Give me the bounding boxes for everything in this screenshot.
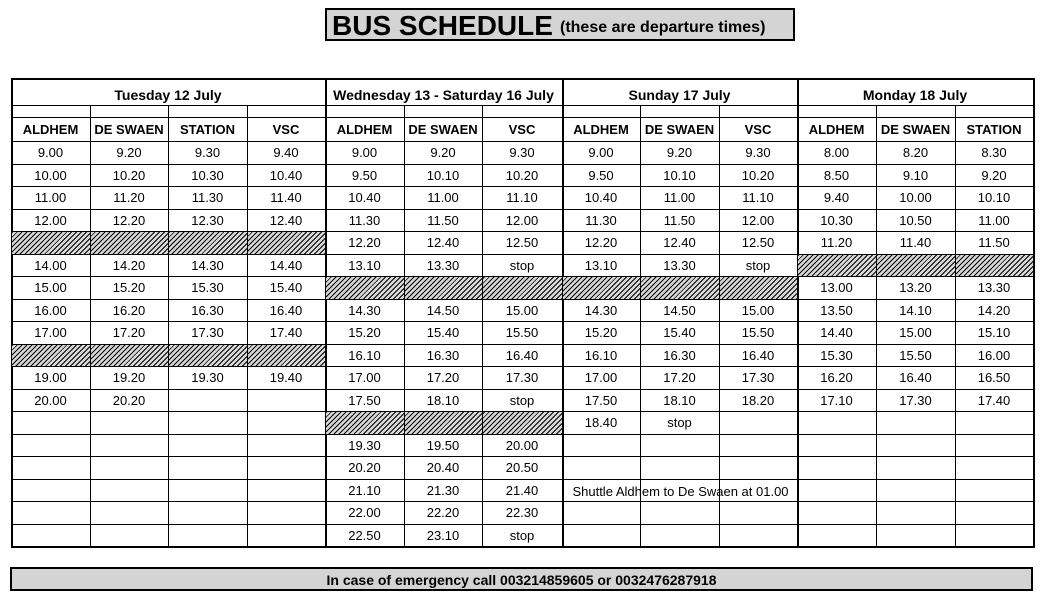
page-subtitle: (these are departure times) [560, 19, 766, 36]
grid-line [11, 389, 326, 390]
grid-line [797, 479, 1034, 480]
time-cell: 15.00 [741, 303, 775, 318]
time-cell: 9.20 [981, 168, 1007, 183]
time-cell: 20.20 [348, 460, 381, 475]
time-cell: 14.00 [34, 258, 67, 273]
column-header: ALDHEM [22, 122, 79, 137]
time-cell: 11.30 [191, 190, 224, 205]
grid-line [325, 164, 563, 165]
time-cell: 15.40 [426, 325, 460, 340]
time-cell: 17.00 [348, 370, 381, 385]
grid-line [11, 524, 326, 525]
column-header: VSC [508, 122, 536, 137]
time-cell: 19.20 [112, 370, 146, 385]
time-cell: 21.30 [426, 483, 460, 498]
time-cell: 10.40 [348, 190, 381, 205]
time-cell: 16.50 [977, 370, 1011, 385]
time-cell: stop [667, 415, 692, 430]
day-header: Sunday 17 July [628, 87, 731, 103]
time-cell: 12.00 [34, 213, 67, 228]
grid-line [797, 456, 1034, 457]
time-cell: 18.10 [426, 393, 460, 408]
time-cell: 14.40 [269, 258, 303, 273]
time-cell: 10.20 [112, 168, 146, 183]
time-cell: 15.10 [977, 325, 1011, 340]
time-cell: 17.00 [584, 370, 618, 385]
time-cell: 16.20 [820, 370, 853, 385]
time-cell: 10.40 [269, 168, 303, 183]
grid-line [325, 209, 563, 210]
page-title: BUS SCHEDULE [332, 10, 553, 41]
break-hatch [169, 232, 247, 254]
time-cell: stop [509, 528, 535, 543]
time-cell: stop [509, 258, 535, 273]
time-cell: 9.30 [194, 145, 221, 160]
break-hatch [405, 277, 482, 299]
time-cell: 13.30 [663, 258, 696, 273]
time-cell: 11.10 [742, 190, 774, 205]
time-cell: 9.30 [745, 145, 771, 160]
grid-line [797, 411, 1034, 412]
time-cell: 13.10 [348, 258, 381, 273]
time-cell: 15.00 [34, 280, 67, 295]
grid-line [11, 78, 1034, 80]
time-cell: 9.00 [37, 145, 64, 160]
time-cell: 10.20 [505, 168, 539, 183]
break-hatch [798, 255, 876, 277]
time-cell: 16.40 [505, 348, 539, 363]
time-cell: 14.20 [977, 303, 1011, 318]
time-cell: 9.40 [273, 145, 299, 160]
grid-line [797, 321, 1034, 322]
time-cell: 19.50 [426, 438, 460, 453]
break-hatch [405, 412, 482, 434]
shuttle-note: Shuttle Aldhem to De Swaen at 01.00 [572, 484, 789, 499]
time-cell: 9.20 [116, 145, 142, 160]
grid-line [11, 105, 1034, 106]
grid-line [562, 186, 798, 187]
time-cell: 17.10 [820, 393, 853, 408]
grid-line [11, 344, 326, 345]
grid-line [797, 501, 1034, 502]
grid-line [797, 231, 1034, 232]
grid-line [797, 344, 1034, 345]
grid-line [1033, 78, 1035, 548]
grid-line [562, 321, 798, 322]
time-cell: 15.20 [584, 325, 618, 340]
grid-line [325, 344, 563, 345]
time-cell: 11.00 [663, 190, 696, 205]
time-cell: 23.10 [426, 528, 460, 543]
time-cell: 16.40 [899, 370, 932, 385]
time-cell: 19.40 [269, 370, 303, 385]
break-hatch [483, 277, 562, 299]
break-hatch [12, 232, 90, 254]
time-cell: 12.20 [584, 235, 618, 250]
time-cell: 10.10 [426, 168, 460, 183]
time-cell: 17.20 [112, 325, 146, 340]
break-hatch [91, 232, 168, 254]
grid-line [797, 254, 1034, 255]
break-hatch [12, 345, 90, 367]
time-cell: 15.00 [505, 303, 539, 318]
time-cell: 9.40 [823, 190, 850, 205]
grid-line [11, 456, 326, 457]
grid-line [562, 479, 798, 480]
time-cell: 13.30 [977, 280, 1011, 295]
day-header: Monday 18 July [862, 87, 968, 103]
grid-line [562, 231, 798, 232]
column-header: DE SWAEN [94, 122, 164, 137]
time-cell: 9.20 [430, 145, 456, 160]
grid-line [325, 321, 563, 322]
grid-line [325, 456, 563, 457]
time-cell: 12.50 [741, 235, 775, 250]
grid-line [797, 366, 1034, 367]
time-cell: 13.10 [584, 258, 618, 273]
column-header: STATION [966, 122, 1022, 137]
grid-line [562, 389, 798, 390]
time-cell: 11.10 [506, 190, 538, 205]
grid-line [325, 254, 563, 255]
grid-line [562, 456, 798, 457]
grid-line [325, 411, 563, 412]
time-cell: 10.10 [977, 190, 1011, 205]
time-cell: 8.50 [823, 168, 850, 183]
time-cell: 9.50 [588, 168, 614, 183]
grid-line [797, 276, 1034, 277]
time-cell: 16.40 [741, 348, 775, 363]
grid-line [325, 524, 563, 525]
time-cell: 13.20 [899, 280, 932, 295]
time-cell: 11.30 [585, 213, 617, 228]
grid-line [797, 209, 1034, 210]
time-cell: 15.00 [899, 325, 932, 340]
time-cell: 15.30 [820, 348, 853, 363]
time-cell: 13.00 [820, 280, 853, 295]
break-hatch [169, 345, 247, 367]
grid-line [797, 389, 1034, 390]
time-cell: 10.20 [741, 168, 775, 183]
time-cell: 18.10 [663, 393, 696, 408]
time-cell: 16.40 [269, 303, 303, 318]
break-hatch [641, 277, 719, 299]
grid-line [11, 276, 326, 277]
time-cell: 14.50 [426, 303, 460, 318]
time-cell: 11.20 [820, 235, 853, 250]
time-cell: 12.30 [191, 213, 224, 228]
break-hatch [956, 255, 1033, 277]
break-hatch [248, 345, 325, 367]
time-cell: 17.20 [663, 370, 696, 385]
time-cell: 22.50 [348, 528, 381, 543]
grid-line [11, 209, 326, 210]
time-cell: 17.50 [584, 393, 618, 408]
emergency-text: In case of emergency call 003214859605 or 0032476287918 [326, 572, 717, 588]
grid-line [11, 231, 326, 232]
grid-line [562, 411, 798, 412]
time-cell: 12.50 [505, 235, 539, 250]
grid-line [562, 524, 798, 525]
break-hatch [326, 277, 404, 299]
column-header: STATION [179, 122, 236, 137]
time-cell: 12.40 [426, 235, 460, 250]
grid-line [11, 411, 326, 412]
grid-line [325, 366, 563, 367]
grid-line [11, 479, 326, 480]
grid-line [325, 299, 563, 300]
grid-line [562, 434, 798, 435]
time-cell: 22.30 [505, 505, 539, 520]
emergency-banner [10, 567, 1033, 591]
time-cell: 11.50 [663, 213, 696, 228]
time-cell: 11.00 [427, 190, 459, 205]
time-cell: 10.30 [820, 213, 853, 228]
grid-line [11, 299, 326, 300]
time-cell: 14.40 [820, 325, 853, 340]
time-cell: 9.20 [666, 145, 693, 160]
time-cell: 12.00 [505, 213, 539, 228]
time-cell: 18.20 [741, 393, 775, 408]
time-cell: 17.40 [977, 393, 1011, 408]
time-cell: 10.50 [899, 213, 932, 228]
time-cell: 9.50 [351, 168, 378, 183]
grid-line [325, 434, 563, 435]
time-cell: 15.20 [112, 280, 146, 295]
time-cell: 22.20 [426, 505, 460, 520]
time-cell: 15.50 [505, 325, 539, 340]
grid-line [11, 186, 326, 187]
grid-line [562, 254, 798, 255]
grid-line [797, 434, 1034, 435]
time-cell: 8.20 [902, 145, 929, 160]
time-cell: 11.40 [899, 235, 932, 250]
time-cell: 12.40 [663, 235, 696, 250]
column-header: ALDHEM [808, 122, 865, 137]
grid-line [325, 479, 563, 480]
grid-line [797, 164, 1034, 165]
time-cell: 15.40 [269, 280, 303, 295]
grid-line [325, 389, 563, 390]
time-cell: 12.40 [269, 213, 303, 228]
column-header: VSC [272, 122, 300, 137]
grid-line [11, 254, 326, 255]
grid-line [797, 524, 1034, 525]
grid-line [562, 366, 798, 367]
break-hatch [720, 277, 797, 299]
grid-line [325, 501, 563, 502]
time-cell: 12.20 [112, 213, 146, 228]
grid-line [562, 209, 798, 210]
time-cell: 16.20 [112, 303, 146, 318]
column-header: DE SWAEN [644, 122, 715, 137]
time-cell: 12.20 [348, 235, 381, 250]
time-cell: 18.40 [584, 415, 618, 430]
time-cell: 19.30 [348, 438, 381, 453]
time-cell: 16.30 [426, 348, 460, 363]
grid-line [562, 299, 798, 300]
time-cell: 15.40 [663, 325, 696, 340]
time-cell: 15.30 [191, 280, 224, 295]
grid-line [562, 164, 798, 165]
time-cell: 14.20 [112, 258, 146, 273]
time-cell: 11.20 [113, 190, 145, 205]
break-hatch [563, 277, 640, 299]
time-cell: 9.10 [902, 168, 929, 183]
time-cell: 16.00 [34, 303, 67, 318]
time-cell: 8.30 [981, 145, 1007, 160]
grid-line [11, 366, 326, 367]
time-cell: 11.50 [427, 213, 459, 228]
time-cell: 14.10 [899, 303, 932, 318]
time-cell: 20.50 [505, 460, 539, 475]
grid-line [11, 321, 326, 322]
time-cell: 14.30 [348, 303, 381, 318]
column-header: DE SWAEN [408, 122, 478, 137]
grid-line [797, 186, 1034, 187]
time-cell: 17.30 [191, 325, 224, 340]
break-hatch [483, 412, 562, 434]
time-cell: 14.30 [191, 258, 224, 273]
column-header: ALDHEM [573, 122, 629, 137]
time-cell: 16.30 [191, 303, 224, 318]
time-cell: 11.30 [348, 213, 381, 228]
time-cell: 10.40 [584, 190, 618, 205]
time-cell: 8.00 [823, 145, 850, 160]
break-hatch [326, 412, 404, 434]
time-cell: 10.10 [663, 168, 696, 183]
day-header: Tuesday 12 July [114, 87, 222, 103]
time-cell: 19.00 [34, 370, 67, 385]
time-cell: 16.30 [663, 348, 696, 363]
time-cell: 20.20 [112, 393, 146, 408]
time-cell: stop [509, 393, 535, 408]
break-hatch [877, 255, 955, 277]
time-cell: 16.00 [977, 348, 1011, 363]
time-cell: 16.10 [584, 348, 618, 363]
time-cell: 21.10 [348, 483, 381, 498]
time-cell: 13.50 [820, 303, 853, 318]
time-cell: 11.00 [978, 213, 1010, 228]
time-cell: 11.40 [270, 190, 302, 205]
time-cell: 10.00 [899, 190, 932, 205]
time-cell: 15.20 [348, 325, 381, 340]
time-cell: 19.30 [191, 370, 224, 385]
grid-line [562, 344, 798, 345]
time-cell: 20.40 [426, 460, 460, 475]
time-cell: 20.00 [34, 393, 67, 408]
time-cell: 17.00 [34, 325, 67, 340]
time-cell: 9.30 [509, 145, 535, 160]
time-cell: 22.00 [348, 505, 381, 520]
grid-line [11, 164, 326, 165]
time-cell: 14.50 [663, 303, 696, 318]
time-cell: 16.10 [348, 348, 381, 363]
time-cell: 17.30 [899, 393, 932, 408]
time-cell: 17.40 [269, 325, 303, 340]
grid-line [11, 501, 326, 502]
time-cell: 10.00 [34, 168, 67, 183]
time-cell: 17.30 [505, 370, 539, 385]
time-cell: 17.20 [426, 370, 460, 385]
grid-line [325, 231, 563, 232]
time-cell: 20.00 [505, 438, 539, 453]
time-cell: stop [745, 258, 771, 273]
time-cell: 17.30 [741, 370, 775, 385]
time-cell: 15.50 [899, 348, 932, 363]
time-cell: 11.00 [34, 190, 67, 205]
break-hatch [91, 345, 168, 367]
column-header: VSC [744, 122, 772, 137]
grid-line [325, 186, 563, 187]
time-cell: 13.30 [426, 258, 460, 273]
day-header: Wednesday 13 - Saturday 16 July [333, 87, 554, 103]
grid-line [325, 276, 563, 277]
grid-line [11, 117, 1034, 118]
break-hatch [248, 232, 325, 254]
grid-line [562, 276, 798, 277]
time-cell: 17.50 [348, 393, 381, 408]
column-header: ALDHEM [336, 122, 393, 137]
time-cell: 12.00 [741, 213, 775, 228]
time-cell: 9.00 [351, 145, 378, 160]
time-cell: 10.30 [191, 168, 224, 183]
time-cell: 9.00 [588, 145, 614, 160]
time-cell: 11.50 [978, 235, 1010, 250]
grid-line [11, 434, 326, 435]
time-cell: 21.40 [505, 483, 539, 498]
grid-line [797, 299, 1034, 300]
column-header: DE SWAEN [880, 122, 951, 137]
time-cell: 15.50 [741, 325, 775, 340]
time-cell: 14.30 [584, 303, 618, 318]
